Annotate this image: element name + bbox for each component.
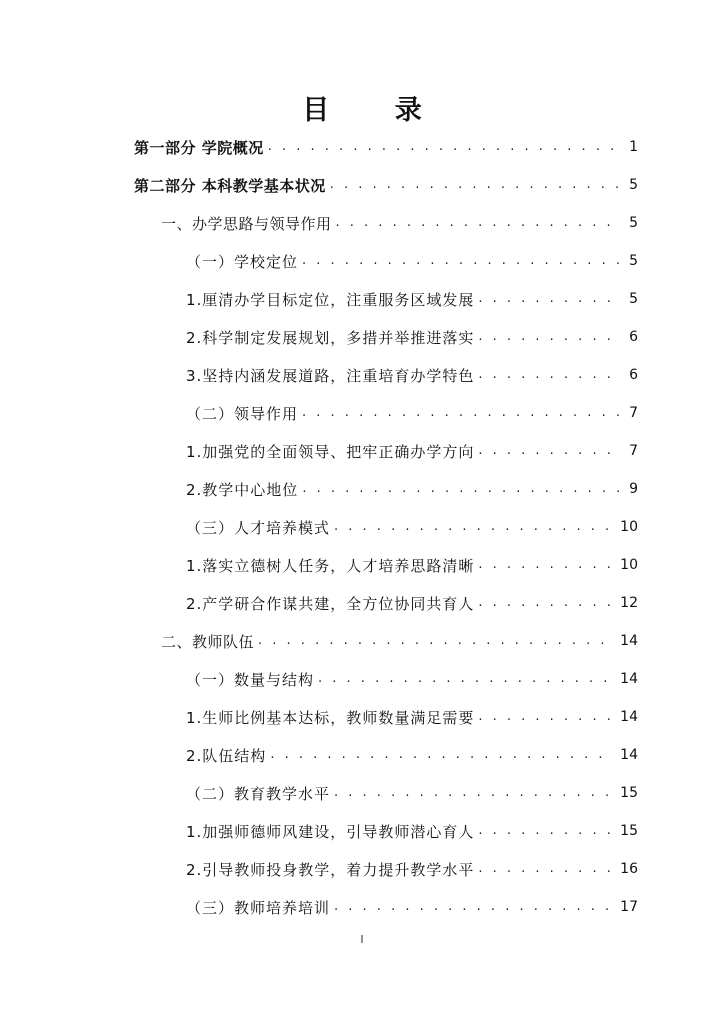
toc-entry-text: 1.加强师德师风建设，引导教师潜心育人 — [186, 822, 475, 841]
toc-leader-dots — [270, 740, 614, 770]
toc-title: 目 录 — [302, 95, 450, 126]
toc-leader-dots — [478, 588, 614, 618]
toc-entry[interactable] — [186, 398, 638, 428]
toc-entry-text: （二）教育教学水平 — [186, 784, 331, 803]
toc-leader-dots — [478, 322, 622, 352]
toc-entry-page: 9 — [629, 481, 638, 497]
toc-leader-dots — [334, 512, 614, 542]
toc-entry-page: 14 — [620, 633, 638, 649]
toc-leader-dots — [478, 550, 614, 580]
toc-entry-text: （三）人才培养模式 — [186, 518, 331, 537]
toc-entry-page: 15 — [620, 823, 638, 839]
toc-leader-dots — [302, 246, 622, 276]
toc-leader-dots — [478, 436, 622, 466]
toc-entry-text: （一）学校定位 — [186, 252, 299, 271]
toc-entry-text: 1.生师比例基本达标，教师数量满足需要 — [186, 708, 475, 727]
toc-leader-dots — [334, 892, 614, 922]
toc-entry[interactable] — [186, 284, 638, 314]
toc-entry-page: 5 — [629, 177, 638, 193]
toc-entry-page: 14 — [620, 709, 638, 725]
toc-entry-text: 第二部分 本科教学基本状况 — [134, 176, 326, 195]
toc-entry-page: 5 — [629, 215, 638, 231]
toc-entry[interactable] — [186, 664, 638, 694]
toc-leader-dots — [268, 132, 622, 162]
toc-entry-page: 5 — [629, 291, 638, 307]
toc-entry-text: 1.落实立德树人任务，人才培养思路清晰 — [186, 556, 475, 575]
toc-entry-page: 17 — [620, 899, 638, 915]
toc-leader-dots — [318, 664, 614, 694]
toc-entry-text: （二）领导作用 — [186, 404, 299, 423]
toc-entry-page: 10 — [620, 557, 638, 573]
toc-entry-text: 1.加强党的全面领导、把牢正确办学方向 — [186, 442, 475, 461]
toc-entry-page: 14 — [620, 747, 638, 763]
toc-entry-text: 2.产学研合作谋共建，全方位协同共育人 — [186, 594, 475, 613]
toc-leader-dots — [336, 208, 622, 238]
toc-leader-dots — [478, 360, 622, 390]
toc-entry-page: 6 — [629, 367, 638, 383]
toc-entry-text: 第一部分 学院概况 — [134, 138, 264, 157]
toc-entry-text: 2.科学制定发展规划，多措并举推进落实 — [186, 328, 475, 347]
toc-entry[interactable] — [186, 550, 638, 580]
toc-entry-text: 2.引导教师投身教学，着力提升教学水平 — [186, 860, 475, 879]
toc-entry-page: 10 — [620, 519, 638, 535]
toc-entry[interactable] — [186, 246, 638, 276]
toc-entry[interactable] — [186, 474, 638, 504]
toc-entry[interactable] — [186, 854, 638, 884]
toc-entry[interactable] — [161, 626, 638, 656]
toc-entry[interactable] — [186, 702, 638, 732]
toc-leader-dots — [478, 816, 614, 846]
toc-entry[interactable] — [186, 588, 638, 618]
toc-entry[interactable] — [186, 892, 638, 922]
toc-leader-dots — [478, 284, 622, 314]
toc-entry-page: 15 — [620, 785, 638, 801]
toc-entry-page: 1 — [629, 139, 638, 155]
toc-entry[interactable] — [186, 512, 638, 542]
toc-entry-text: 2.队伍结构 — [186, 746, 267, 765]
toc-entry[interactable] — [186, 740, 638, 770]
page-number: I — [360, 933, 364, 946]
toc-leader-dots — [302, 474, 622, 504]
toc-entry[interactable] — [161, 208, 638, 238]
toc-entry-page: 12 — [620, 595, 638, 611]
toc-entry-text: 一、办学思路与领导作用 — [161, 214, 332, 233]
toc-entry-text: 1.厘清办学目标定位，注重服务区域发展 — [186, 290, 475, 309]
toc-leader-dots — [334, 778, 614, 808]
toc-entry-page: 7 — [629, 405, 638, 421]
toc-entry-text: 二、教师队伍 — [161, 632, 255, 651]
toc-entry-text: （一）数量与结构 — [186, 670, 315, 689]
toc-entry[interactable] — [186, 322, 638, 352]
toc-entry[interactable] — [134, 170, 638, 200]
toc-entry[interactable] — [186, 816, 638, 846]
toc-entry-text: 2.教学中心地位 — [186, 480, 299, 499]
toc-entry-page: 7 — [629, 443, 638, 459]
toc-entry-page: 16 — [620, 861, 638, 877]
toc-entry-text: （三）教师培养培训 — [186, 898, 331, 917]
toc-leader-dots — [302, 398, 622, 428]
toc-entry[interactable] — [186, 778, 638, 808]
toc-leader-dots — [478, 854, 614, 884]
toc-entry-text: 3.坚持内涵发展道路，注重培育办学特色 — [186, 366, 475, 385]
toc-entry[interactable] — [186, 360, 638, 390]
toc-entry[interactable] — [134, 132, 638, 162]
toc-entry-page: 14 — [620, 671, 638, 687]
toc-entry-page: 6 — [629, 329, 638, 345]
toc-leader-dots — [478, 702, 614, 732]
toc-leader-dots — [330, 170, 622, 200]
toc-entry[interactable] — [186, 436, 638, 466]
toc-entry-page: 5 — [629, 253, 638, 269]
toc-leader-dots — [258, 626, 614, 656]
